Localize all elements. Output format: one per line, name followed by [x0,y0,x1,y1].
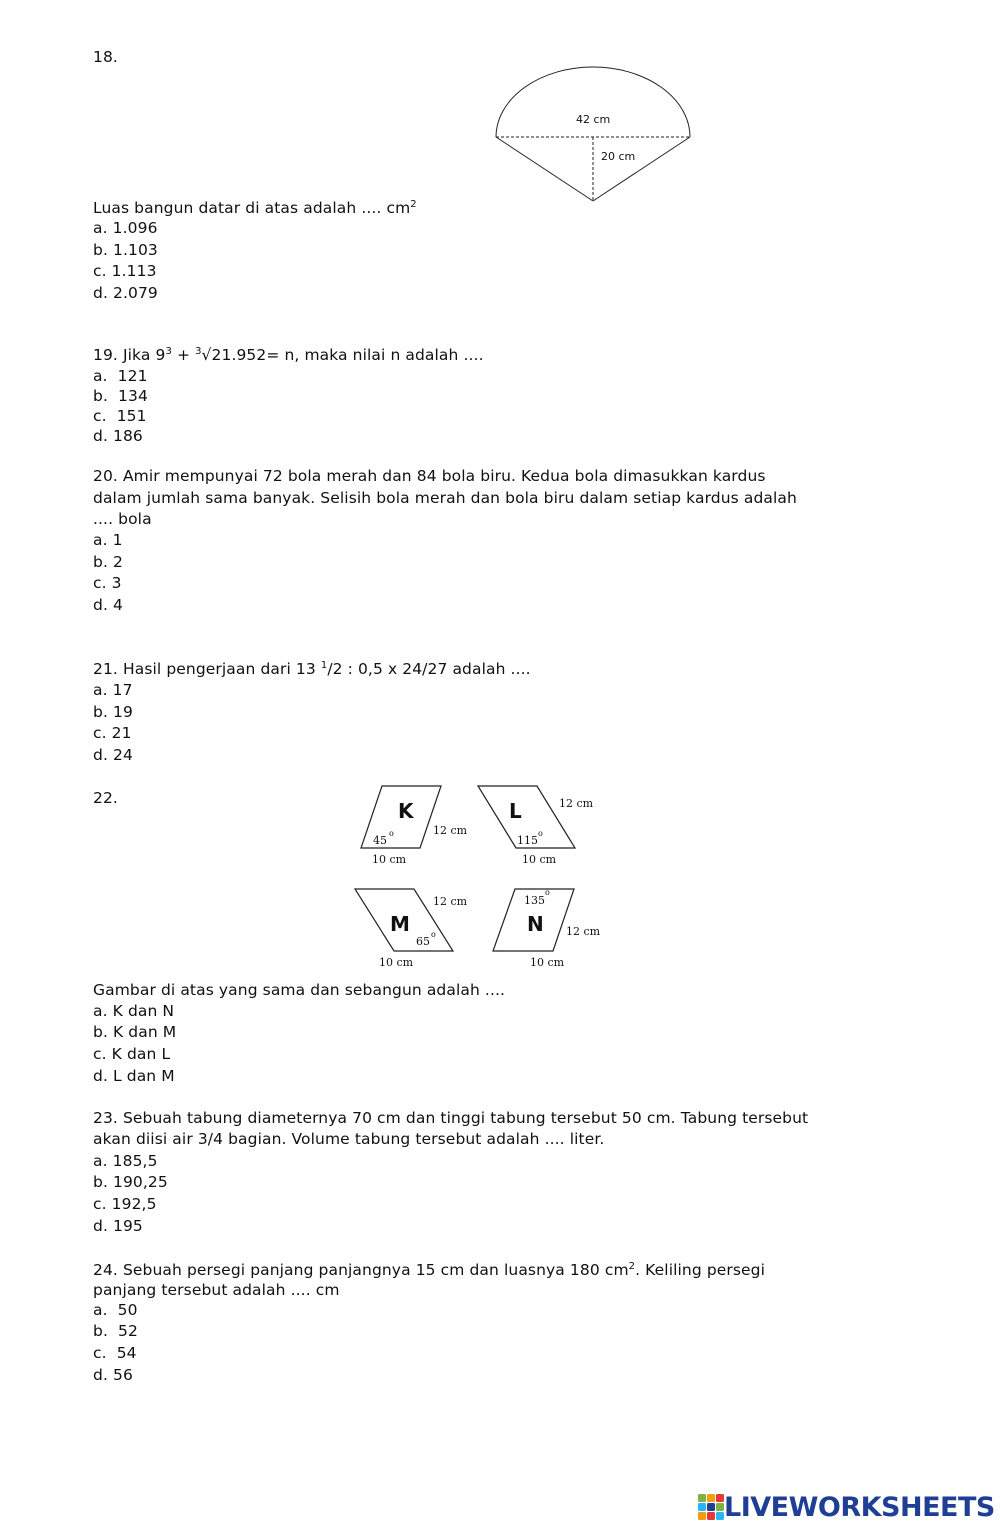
q22-option-a: a. K dan N [93,1002,175,1020]
q21-option-b: b. 19 [93,703,133,721]
q21-option-a: a. 17 [93,681,133,699]
q18-question [93,198,417,218]
q22-m-angle: 65 [416,935,430,948]
q22-n-base: 10 cm [530,956,565,969]
q24-option-d: d. 56 [93,1366,133,1384]
q22-shape-k [361,786,468,866]
q24-option-a: a. 50 [93,1301,138,1319]
q20-option-c: c. 3 [93,574,122,592]
q22-figures [340,780,620,975]
q23-line-1: 23. Sebuah tabung diameternya 70 cm dan tinggi tabung tersebut 50 cm. Tabung tersebut [93,1109,809,1127]
q24-sup: 2 [628,1261,636,1272]
q20-option-b: b. 2 [93,553,123,571]
liveworksheets-logo [698,1492,995,1522]
q22-m-degree: o [431,930,436,939]
q21-question [93,659,531,679]
q22-shape-m [355,889,468,969]
q22-n-degree: o [545,888,550,897]
q22-m-side: 12 cm [433,895,468,908]
q18-semicircle-arc [496,67,690,137]
q24-text-1: 24. Sebuah persegi panjang panjangnya 15 cm dan luasnya 180 cm [93,1261,629,1279]
q24-option-b: b. 52 [93,1322,138,1340]
q22-l-letter: L [509,799,522,823]
q20-option-a: a. 1 [93,531,123,549]
q19-text-1: 19. Jika 9 [93,346,166,364]
q18-number: 18. [93,48,118,66]
q19-option-a: a. 121 [93,367,148,385]
q18-question-sup: 2 [410,199,417,210]
q18-option-a: a. 1.096 [93,219,158,237]
q21-sup: 1 [320,660,328,671]
q24-option-c: c. 54 [93,1344,137,1362]
q22-question: Gambar di atas yang sama dan sebangun adalah .... [93,981,506,999]
q22-k-degree: o [389,829,394,838]
q19-option-b: b. 134 [93,387,148,405]
q21-option-c: c. 21 [93,724,132,742]
q24-line-1 [93,1260,765,1280]
q22-m-base: 10 cm [379,956,414,969]
q22-option-d: d. L dan M [93,1067,175,1085]
q18-label-diameter: 42 cm [576,113,611,126]
q18-triangle-left [496,137,593,201]
q22-l-degree: o [538,829,543,838]
q18-question-text: Luas bangun datar di atas adalah .... cm [93,199,411,217]
q20-line-2: dalam jumlah sama banyak. Selisih bola merah dan bola biru dalam setiap kardus adalah [93,489,797,507]
q23-option-b: b. 190,25 [93,1173,168,1191]
q23-line-2: akan diisi air 3/4 bagian. Volume tabung tersebut adalah .... liter. [93,1130,605,1148]
q19-option-d: d. 186 [93,427,143,445]
q19-text-3: √21.952= n, maka nilai n adalah .... [201,346,484,364]
q23-option-c: c. 192,5 [93,1195,157,1213]
q22-m-letter: M [390,912,410,936]
q24-line-2: panjang tersebut adalah .... cm [93,1281,340,1299]
q23-option-d: d. 195 [93,1217,143,1235]
q22-option-c: c. K dan L [93,1045,171,1063]
q22-k-angle: 45 [373,834,387,847]
q22-l-side: 12 cm [559,797,594,810]
q22-n-side: 12 cm [566,925,601,938]
q22-k-side: 12 cm [433,824,468,837]
q22-l-angle: 115 [517,834,538,847]
q18-option-d: d. 2.079 [93,284,158,302]
q18-figure [490,60,700,210]
q22-k-letter: K [398,799,414,823]
q19-question [93,345,484,365]
q22-shape-l [478,786,594,866]
liveworksheets-logo-icon [698,1494,724,1520]
q20-option-d: d. 4 [93,596,123,614]
q22-shape-n [493,888,601,969]
q19-sup-2: 3 [195,346,202,357]
q22-n-letter: N [527,912,544,936]
q21-text-2: /2 : 0,5 x 24/27 adalah .... [327,660,531,678]
q22-number: 22. [93,789,118,807]
q19-option-c: c. 151 [93,407,147,425]
q22-n-angle: 135 [524,894,545,907]
q21-text-1: 21. Hasil pengerjaan dari 13 [93,660,321,678]
q24-text-2: . Keliling persegi [635,1261,766,1279]
liveworksheets-logo-text: LIVEWORKSHEETS [724,1491,995,1523]
q21-option-d: d. 24 [93,746,133,764]
q18-option-c: c. 1.113 [93,262,157,280]
q18-triangle-right [593,137,690,201]
q19-sup-1: 3 [165,346,172,357]
q20-line-1: 20. Amir mempunyai 72 bola merah dan 84 bola biru. Kedua bola dimasukkan kardus [93,467,766,485]
q23-option-a: a. 185,5 [93,1152,158,1170]
q22-l-base: 10 cm [522,853,557,866]
q20-line-3: .... bola [93,510,152,528]
q22-option-b: b. K dan M [93,1023,177,1041]
q18-option-b: b. 1.103 [93,241,158,259]
q19-text-2: + [171,346,196,364]
q18-label-height: 20 cm [601,150,636,163]
q22-k-base: 10 cm [372,853,407,866]
